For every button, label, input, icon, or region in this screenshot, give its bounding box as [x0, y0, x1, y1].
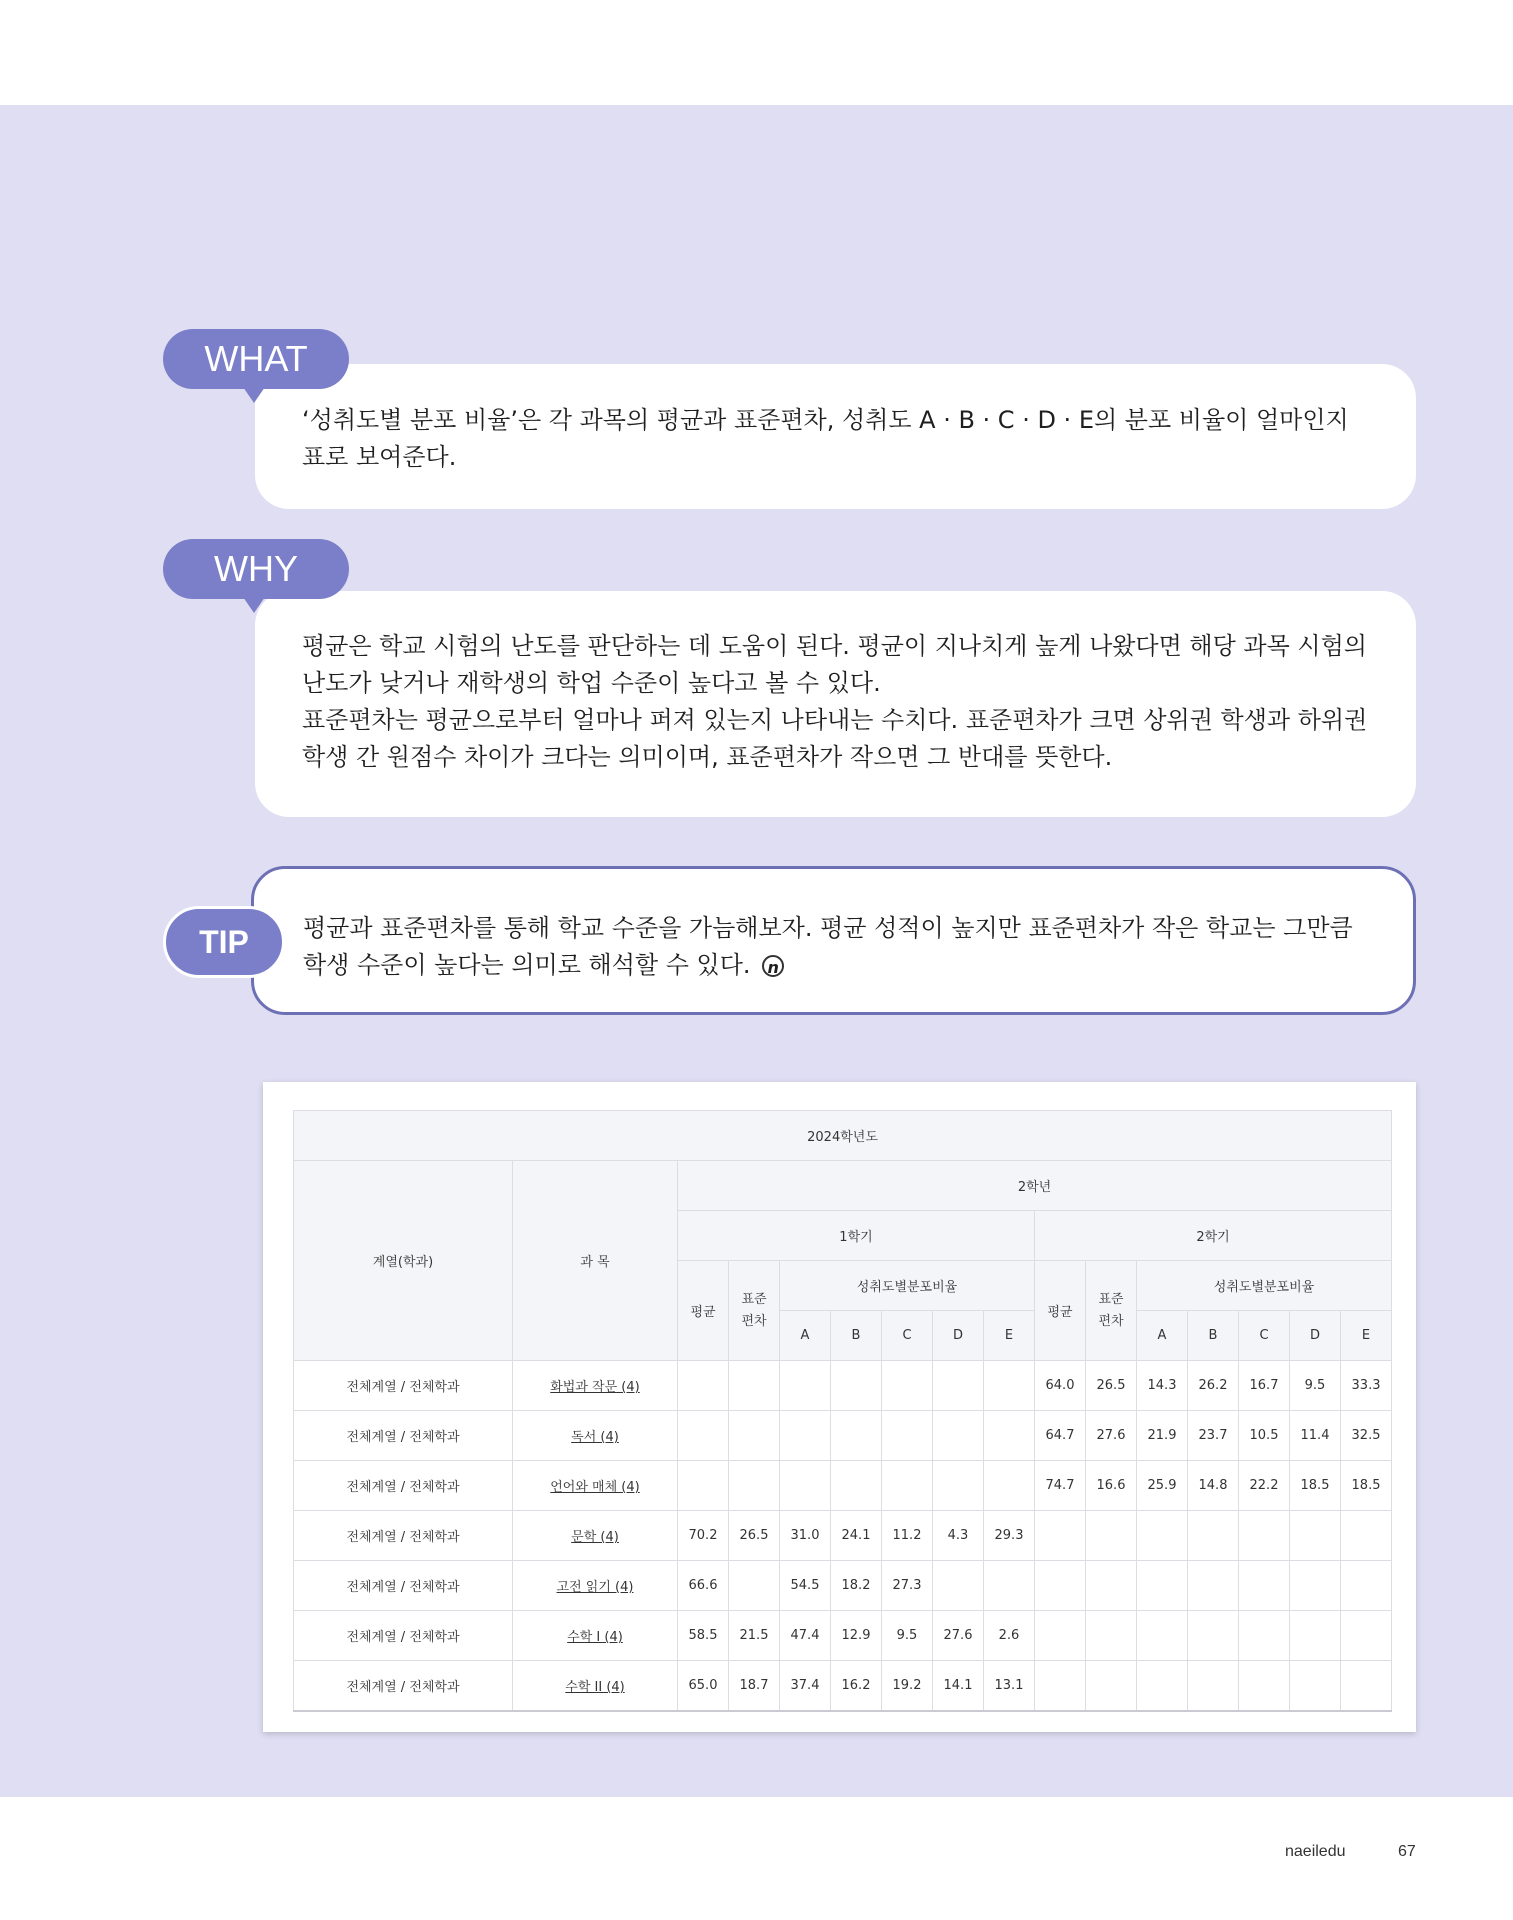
s1-value-cell: 11.2	[882, 1511, 933, 1561]
s2-value-cell: 14.3	[1137, 1361, 1188, 1411]
s2-grade-a: A	[1137, 1311, 1188, 1361]
s1-value-cell	[780, 1361, 831, 1411]
s2-value-cell: 22.2	[1239, 1461, 1290, 1511]
s1-value-cell: 19.2	[882, 1661, 933, 1712]
s2-value-cell	[1341, 1561, 1392, 1611]
s2-grade-b: B	[1188, 1311, 1239, 1361]
s1-value-cell	[933, 1561, 984, 1611]
s2-value-cell	[1086, 1611, 1137, 1661]
dept-header: 계열(학과)	[294, 1161, 513, 1361]
s1-value-cell	[984, 1461, 1035, 1511]
dept-cell: 전체계열 / 전체학과	[294, 1511, 513, 1561]
s2-value-cell: 18.5	[1341, 1461, 1392, 1511]
s2-std-header	[1086, 1261, 1137, 1361]
s2-value-cell	[1086, 1661, 1137, 1712]
what-tag	[163, 329, 349, 389]
dept-cell: 전체계열 / 전체학과	[294, 1561, 513, 1611]
s2-value-cell	[1035, 1511, 1086, 1561]
subject-link[interactable]: 수학 II (4)	[513, 1661, 678, 1712]
s1-value-cell	[831, 1361, 882, 1411]
s2-value-cell	[1239, 1611, 1290, 1661]
subject-link[interactable]: 고전 읽기 (4)	[513, 1561, 678, 1611]
semester2-header: 2학기	[1035, 1211, 1392, 1261]
s2-value-cell: 16.6	[1086, 1461, 1137, 1511]
s1-avg-header: 평균	[678, 1261, 729, 1361]
why-text-std: 표준편차는 평균으로부터 얼마나 퍼져 있는지 나타내는 수치다. 표준편차가 크면 상위권 학생과 하위권 학생 간 원점수 차이가 크다는 의미이며, 표준편차가 작으면 그 반대를 뜻한다.	[302, 706, 1368, 771]
s1-value-cell: 16.2	[831, 1661, 882, 1712]
s2-value-cell	[1239, 1511, 1290, 1561]
s1-value-cell: 70.2	[678, 1511, 729, 1561]
what-bubble	[255, 364, 1416, 509]
semester1-header: 1학기	[678, 1211, 1035, 1261]
tip-bubble	[251, 866, 1416, 1015]
year-header: 2024학년도	[294, 1111, 1392, 1161]
s1-grade-c: C	[882, 1311, 933, 1361]
s1-value-cell	[678, 1361, 729, 1411]
s1-value-cell: 66.6	[678, 1561, 729, 1611]
s1-value-cell: 24.1	[831, 1511, 882, 1561]
s2-value-cell	[1035, 1611, 1086, 1661]
s1-std-line2: 편차	[741, 1313, 767, 1329]
table-row	[294, 1611, 1392, 1661]
s1-value-cell: 18.2	[831, 1561, 882, 1611]
grade-rows	[294, 1361, 1392, 1712]
s2-value-cell: 25.9	[1137, 1461, 1188, 1511]
s2-value-cell	[1086, 1511, 1137, 1561]
s2-std-line1: 표준	[1098, 1291, 1124, 1307]
n-logo-icon: n	[762, 955, 784, 977]
s2-value-cell	[1239, 1561, 1290, 1611]
s2-value-cell	[1188, 1561, 1239, 1611]
subject-link[interactable]: 수학 I (4)	[513, 1611, 678, 1661]
s1-value-cell: 54.5	[780, 1561, 831, 1611]
s1-dist-header: 성취도별분포비율	[780, 1261, 1035, 1311]
s2-value-cell	[1239, 1661, 1290, 1712]
s1-value-cell	[729, 1461, 780, 1511]
s2-value-cell: 64.7	[1035, 1411, 1086, 1461]
s2-value-cell	[1341, 1611, 1392, 1661]
tip-text-body: 평균과 표준편차를 통해 학교 수준을 가늠해보자. 평균 성적이 높지만 표준편차가 작은 학교는 그만큼 학생 수준이 높다는 의미로 해석할 수 있다.	[303, 914, 1353, 979]
s2-value-cell	[1035, 1561, 1086, 1611]
s1-value-cell	[831, 1411, 882, 1461]
s2-avg-header: 평균	[1035, 1261, 1086, 1361]
table-row	[294, 1511, 1392, 1561]
s2-value-cell: 11.4	[1290, 1411, 1341, 1461]
subject-link[interactable]: 독서 (4)	[513, 1411, 678, 1461]
s2-value-cell: 32.5	[1341, 1411, 1392, 1461]
s1-value-cell	[984, 1361, 1035, 1411]
why-text-mean: 평균은 학교 시험의 난도를 판단하는 데 도움이 된다. 평균이 지나치게 높게 나왔다면 해당 과목 시험의 난도가 낮거나 재학생의 학업 수준이 높다고 볼 수 있다.	[302, 632, 1367, 697]
s2-value-cell	[1137, 1511, 1188, 1561]
s2-value-cell: 21.9	[1137, 1411, 1188, 1461]
s2-value-cell	[1137, 1661, 1188, 1712]
s1-value-cell: 27.3	[882, 1561, 933, 1611]
s2-value-cell	[1341, 1511, 1392, 1561]
s1-value-cell	[678, 1461, 729, 1511]
s2-value-cell	[1086, 1561, 1137, 1611]
what-tag-label: WHAT	[204, 338, 308, 379]
s1-value-cell: 26.5	[729, 1511, 780, 1561]
subject-header: 과 목	[513, 1161, 678, 1361]
s1-value-cell	[729, 1411, 780, 1461]
s1-value-cell	[780, 1411, 831, 1461]
what-text: ‘성취도별 분포 비율’은 각 과목의 평균과 표준편차, 성취도 A · B · C · D · E의 분포 비율이 얼마인지 표로 보여준다.	[302, 406, 1349, 471]
s2-dist-header: 성취도별분포비율	[1137, 1261, 1392, 1311]
s1-value-cell: 58.5	[678, 1611, 729, 1661]
s2-value-cell: 74.7	[1035, 1461, 1086, 1511]
s2-value-cell: 64.0	[1035, 1361, 1086, 1411]
s1-value-cell	[729, 1561, 780, 1611]
s1-value-cell	[729, 1361, 780, 1411]
s2-grade-e: E	[1341, 1311, 1392, 1361]
footer-brand: naeiledu	[1285, 1843, 1346, 1860]
s1-value-cell: 31.0	[780, 1511, 831, 1561]
s1-value-cell	[933, 1461, 984, 1511]
table-row	[294, 1561, 1392, 1611]
s1-value-cell: 65.0	[678, 1661, 729, 1712]
s2-value-cell: 14.8	[1188, 1461, 1239, 1511]
s1-value-cell	[882, 1361, 933, 1411]
why-tag	[163, 539, 349, 599]
subject-link[interactable]: 화법과 작문 (4)	[513, 1361, 678, 1411]
s2-value-cell: 16.7	[1239, 1361, 1290, 1411]
why-tag-label: WHY	[214, 548, 298, 589]
s1-value-cell: 37.4	[780, 1661, 831, 1712]
tip-tag-label: TIP	[199, 924, 249, 960]
s1-value-cell: 4.3	[933, 1511, 984, 1561]
grade-distribution-table	[293, 1110, 1392, 1712]
s1-value-cell: 9.5	[882, 1611, 933, 1661]
s1-value-cell	[933, 1411, 984, 1461]
dept-cell: 전체계열 / 전체학과	[294, 1611, 513, 1661]
dept-cell: 전체계열 / 전체학과	[294, 1361, 513, 1411]
grade-header: 2학년	[678, 1161, 1392, 1211]
s2-value-cell	[1290, 1511, 1341, 1561]
s1-value-cell	[984, 1561, 1035, 1611]
s1-value-cell	[984, 1411, 1035, 1461]
s1-value-cell: 12.9	[831, 1611, 882, 1661]
s2-grade-d: D	[1290, 1311, 1341, 1361]
s2-grade-c: C	[1239, 1311, 1290, 1361]
s1-value-cell	[780, 1461, 831, 1511]
s1-value-cell	[882, 1411, 933, 1461]
table-row	[294, 1361, 1392, 1411]
tip-tag	[163, 906, 285, 978]
s2-value-cell: 18.5	[1290, 1461, 1341, 1511]
s2-value-cell	[1290, 1661, 1341, 1712]
why-bubble	[255, 591, 1416, 817]
s1-value-cell	[933, 1361, 984, 1411]
s2-value-cell	[1188, 1511, 1239, 1561]
s2-value-cell: 10.5	[1239, 1411, 1290, 1461]
s1-value-cell: 13.1	[984, 1661, 1035, 1712]
s2-value-cell	[1137, 1611, 1188, 1661]
s2-value-cell: 9.5	[1290, 1361, 1341, 1411]
table-row	[294, 1461, 1392, 1511]
s1-value-cell: 21.5	[729, 1611, 780, 1661]
s1-grade-d: D	[933, 1311, 984, 1361]
s2-value-cell: 26.5	[1086, 1361, 1137, 1411]
s1-std-header	[729, 1261, 780, 1361]
s1-value-cell	[678, 1411, 729, 1461]
grade-distribution-card	[263, 1082, 1416, 1732]
s1-value-cell: 18.7	[729, 1661, 780, 1712]
s2-value-cell: 27.6	[1086, 1411, 1137, 1461]
s2-value-cell	[1035, 1661, 1086, 1712]
s1-grade-e: E	[984, 1311, 1035, 1361]
s1-grade-b: B	[831, 1311, 882, 1361]
s2-value-cell	[1137, 1561, 1188, 1611]
s1-value-cell	[882, 1461, 933, 1511]
s2-value-cell	[1188, 1611, 1239, 1661]
s1-value-cell: 27.6	[933, 1611, 984, 1661]
dept-cell: 전체계열 / 전체학과	[294, 1661, 513, 1712]
s1-value-cell: 29.3	[984, 1511, 1035, 1561]
s2-value-cell: 26.2	[1188, 1361, 1239, 1411]
s1-std-line1: 표준	[741, 1291, 767, 1307]
tip-text	[303, 910, 1369, 984]
s1-value-cell: 47.4	[780, 1611, 831, 1661]
s1-grade-a: A	[780, 1311, 831, 1361]
s2-value-cell	[1341, 1661, 1392, 1712]
table-row	[294, 1411, 1392, 1461]
dept-cell: 전체계열 / 전체학과	[294, 1461, 513, 1511]
what-tag-tail	[243, 387, 265, 403]
s2-std-line2: 편차	[1098, 1313, 1124, 1329]
s2-value-cell	[1290, 1561, 1341, 1611]
s2-value-cell: 33.3	[1341, 1361, 1392, 1411]
s2-value-cell: 23.7	[1188, 1411, 1239, 1461]
dept-cell: 전체계열 / 전체학과	[294, 1411, 513, 1461]
s2-value-cell	[1290, 1611, 1341, 1661]
subject-link[interactable]: 문학 (4)	[513, 1511, 678, 1561]
why-tag-tail	[243, 597, 265, 613]
s1-value-cell: 2.6	[984, 1611, 1035, 1661]
subject-link[interactable]: 언어와 매체 (4)	[513, 1461, 678, 1511]
s2-value-cell	[1188, 1661, 1239, 1712]
page-number: 67	[1398, 1843, 1416, 1860]
table-row	[294, 1661, 1392, 1712]
s1-value-cell	[831, 1461, 882, 1511]
s1-value-cell: 14.1	[933, 1661, 984, 1712]
